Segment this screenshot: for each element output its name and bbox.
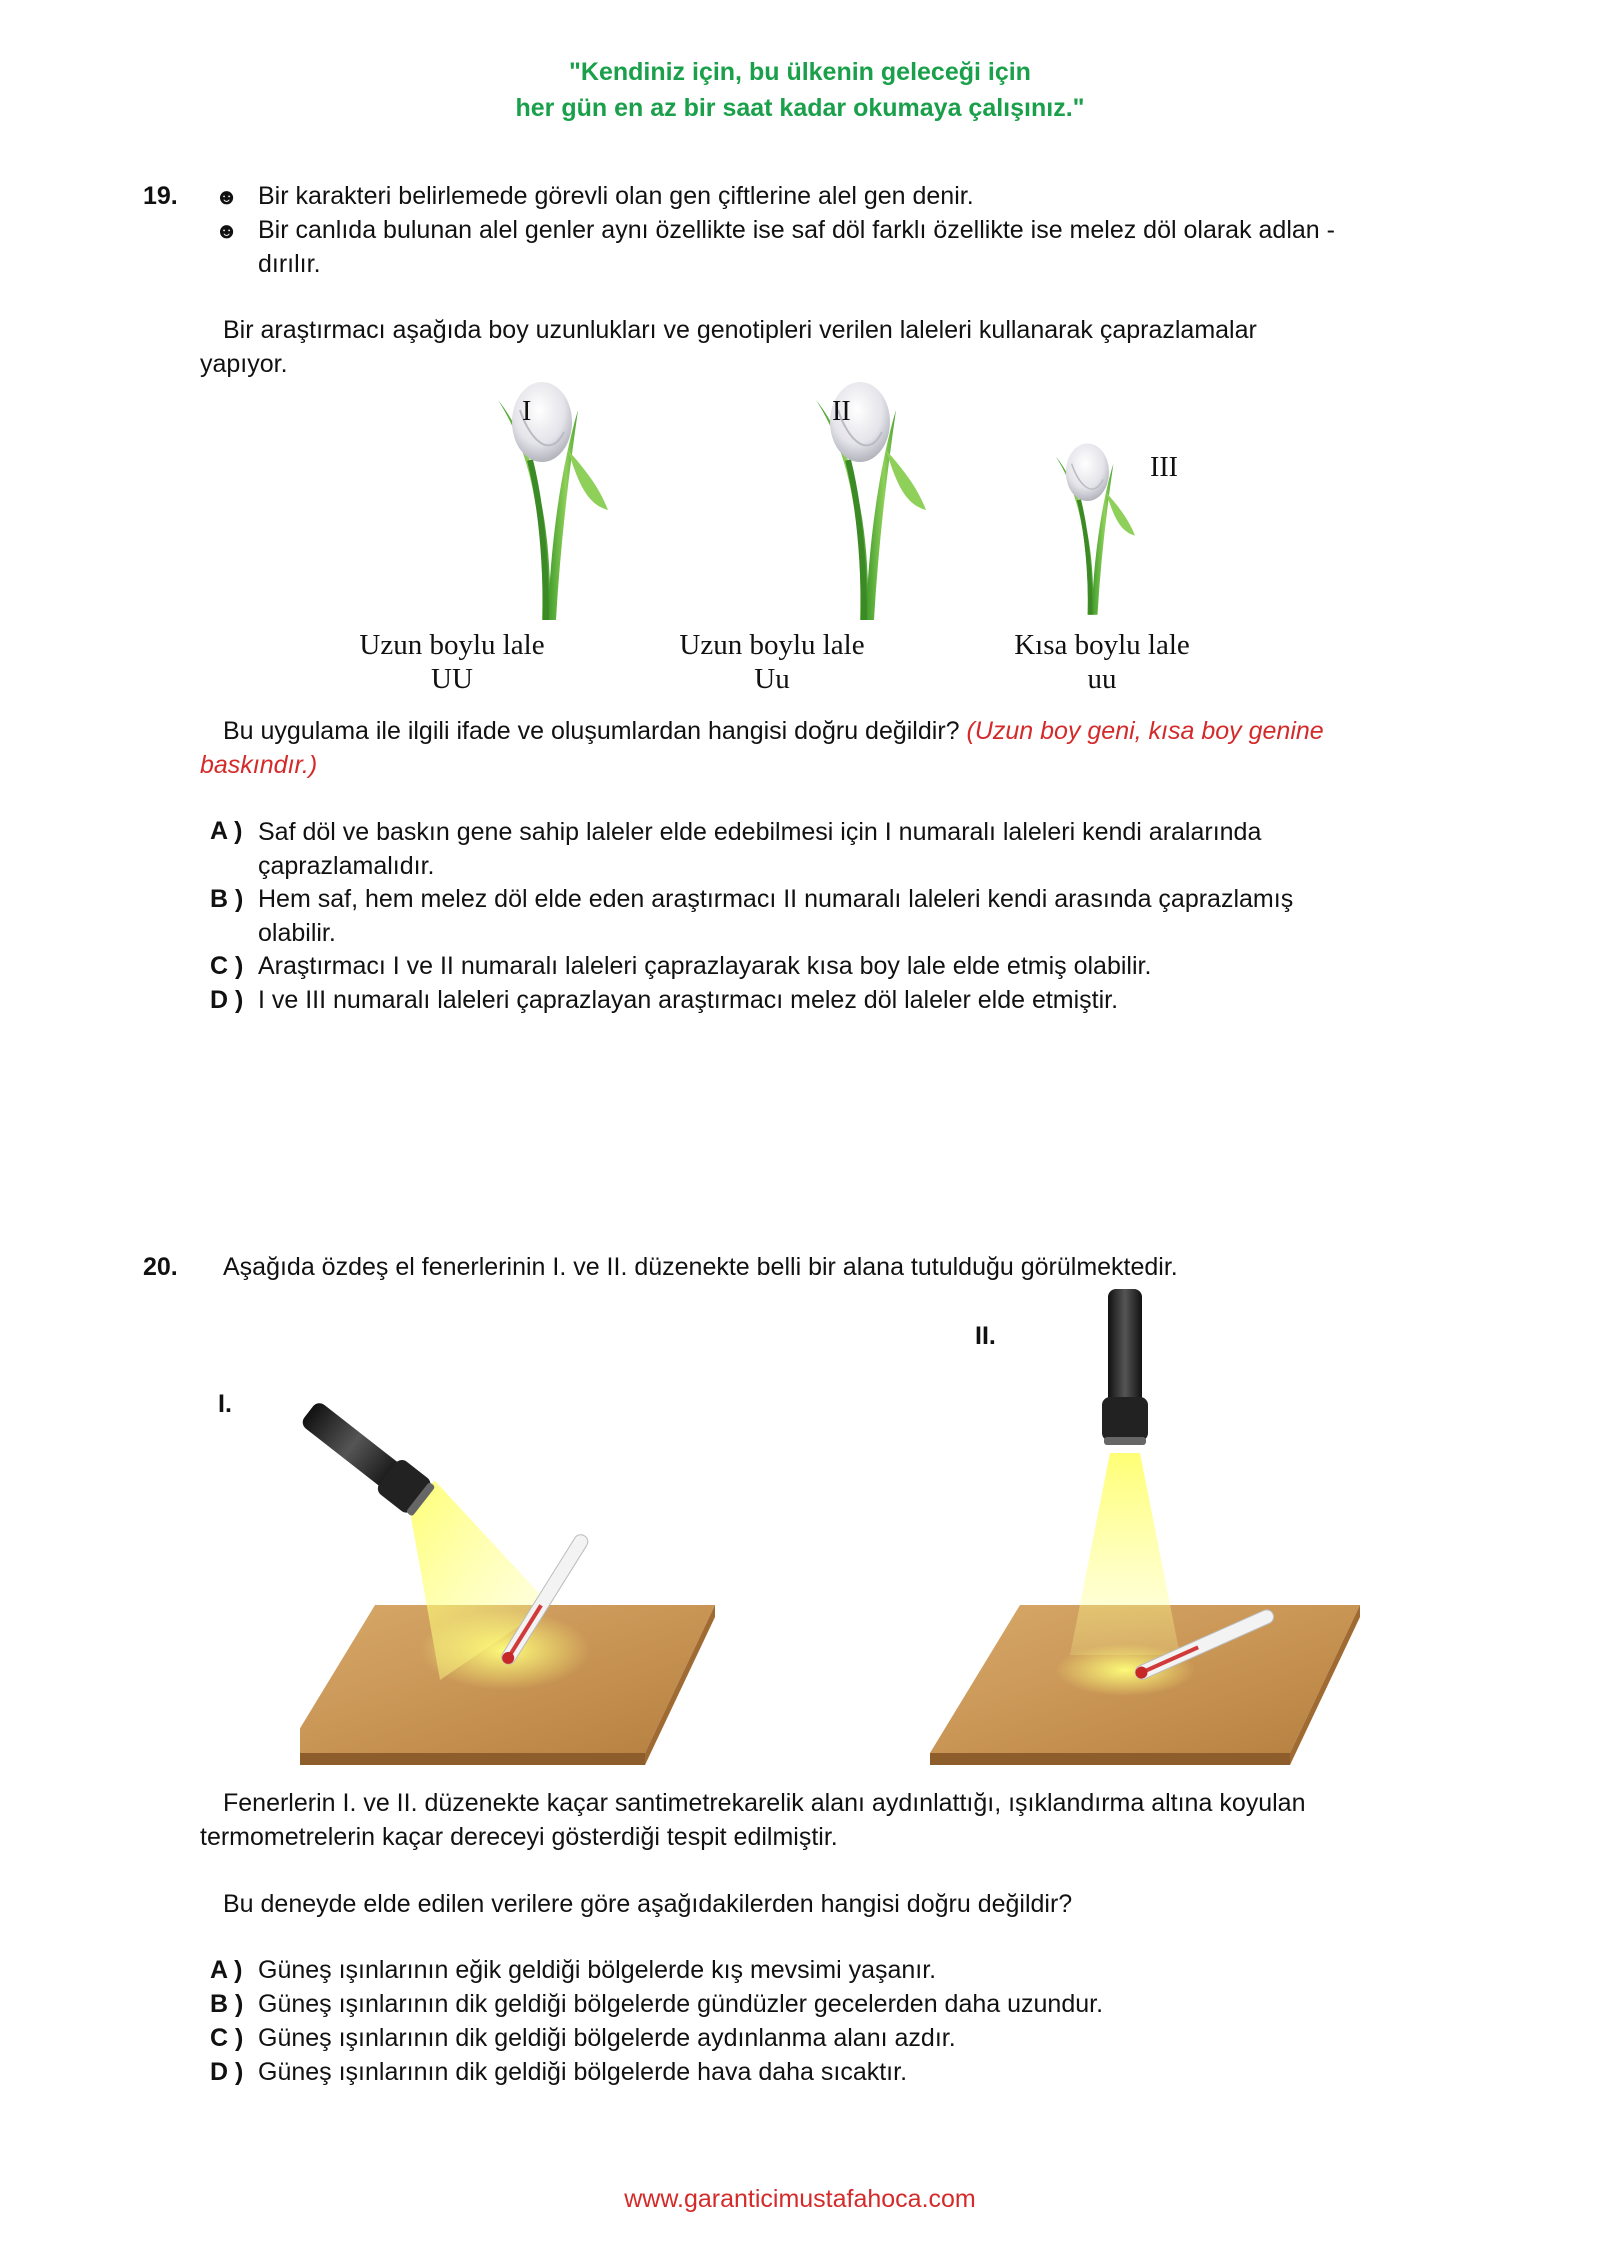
q19-option-a-cont[interactable]: çaprazlamalıdır. — [258, 852, 435, 880]
q20-option-a-letter[interactable]: A ) — [210, 1956, 243, 1984]
tulip-1 — [498, 382, 608, 620]
tulip-3 — [1056, 443, 1135, 614]
q19-option-d-letter[interactable]: D ) — [210, 986, 244, 1014]
tulip-2-genotype: Uu — [754, 663, 790, 695]
q19-option-c[interactable]: Araştırmacı I ve II numaralı laleleri çaprazlayarak kısa boy lale elde etmiş olabilir. — [258, 952, 1152, 980]
tulip-illustration — [370, 380, 1210, 630]
q20-intro: Aşağıda özdeş el fenerlerinin I. ve II. düzenekte belli bir alana tutulduğu görülmektedir. — [223, 1253, 1178, 1281]
flashlight-illustration — [300, 1285, 1380, 1765]
q19-question: Bu uygulama ile ilgili ifade ve oluşumlardan hangisi doğru değildir? (Uzun boy geni, kısa boy genine — [223, 717, 1324, 745]
q19-hint: (Uzun boy geni, kısa boy genine — [966, 717, 1324, 745]
q19-option-a-letter[interactable]: A ) — [210, 817, 243, 845]
motto-line-2: her gün en az bir saat kadar okumaya çalışınız." — [515, 94, 1085, 122]
q20-option-b-letter[interactable]: B ) — [210, 1990, 244, 2018]
q20-option-a[interactable]: Güneş ışınlarının eğik geldiği bölgelerde kış mevsimi yaşanır. — [258, 1956, 937, 1984]
q20-option-c[interactable]: Güneş ışınlarının dik geldiği bölgelerde aydınlanma alanı azdır. — [258, 2024, 956, 2052]
q20-body-line-1: Fenerlerin I. ve II. düzenekte kaçar santimetrekarelik alanı aydınlattığı, ışıklandırma altına koyulan — [223, 1789, 1306, 1817]
q19-bullet-2-cont: dırılır. — [258, 250, 321, 278]
q20-body-line-2: termometrelerin kaçar dereceyi gösterdiği tespit edilmiştir. — [200, 1823, 838, 1851]
q20-question: Bu deneyde elde edilen verilere göre aşağıdakilerden hangisi doğru değildir? — [223, 1890, 1073, 1918]
q19-option-a[interactable]: Saf döl ve baskın gene sahip laleler elde edebilmesi için I numaralı laleleri kendi aralarında — [258, 818, 1262, 846]
q19-option-b[interactable]: Hem saf, hem melez döl elde eden araştırmacı II numaralı laleleri kendi arasında çaprazlamış — [258, 885, 1294, 913]
q19-option-c-letter[interactable]: C ) — [210, 952, 244, 980]
q19-option-d[interactable]: I ve III numaralı laleleri çaprazlayan araştırmacı melez döl laleler elde etmiştir. — [258, 986, 1119, 1014]
tulip-2-label: Uzun boylu lale — [679, 629, 865, 661]
setup-2-flashlight — [1102, 1289, 1148, 1445]
motto-line-1: "Kendiniz için, bu ülkenin geleceği için — [569, 58, 1031, 86]
tulip-3-label: Kısa boylu lale — [1014, 629, 1190, 661]
smiley-bullet-icon: ☻ — [215, 218, 239, 243]
tulip-1-genotype: UU — [431, 663, 473, 695]
tulip-3-roman: III — [1150, 452, 1178, 483]
smiley-bullet-icon: ☻ — [215, 184, 239, 209]
q19-option-b-letter[interactable]: B ) — [210, 885, 244, 913]
q19-intro-line-2: yapıyor. — [200, 350, 288, 378]
q19-intro-line-1: Bir araştırmacı aşağıda boy uzunlukları ve genotipleri verilen laleleri kullanarak çaprazlamalar — [223, 316, 1257, 344]
q19-bullet-1: Bir karakteri belirlemede görevli olan gen çiftlerine alel gen denir. — [258, 182, 974, 210]
tulip-1-roman: I — [522, 396, 532, 427]
setup-1-flashlight — [300, 1395, 437, 1518]
q20-option-b[interactable]: Güneş ışınlarının dik geldiği bölgelerde gündüzler gecelerden daha uzundur. — [258, 1990, 1104, 2018]
q20-option-d[interactable]: Güneş ışınlarının dik geldiği bölgelerde hava daha sıcaktır. — [258, 2058, 908, 2086]
q19-option-b-cont[interactable]: olabilir. — [258, 919, 336, 947]
q19-hint-cont: baskındır.) — [200, 751, 318, 779]
tulip-1-label: Uzun boylu lale — [359, 629, 545, 661]
setup-1-label: I. — [218, 1390, 232, 1418]
q20-option-c-letter[interactable]: C ) — [210, 2024, 244, 2052]
tulip-3-genotype: uu — [1087, 663, 1117, 695]
setup-2-label: II. — [975, 1322, 996, 1350]
question-20-number: 20. — [143, 1253, 178, 1281]
q20-option-d-letter[interactable]: D ) — [210, 2058, 244, 2086]
footer-link[interactable]: www.garanticimustafahoca.com — [624, 2185, 976, 2213]
setup-2-light-beam — [1070, 1453, 1180, 1655]
question-19-number: 19. — [143, 182, 178, 210]
tulip-2-roman: II — [832, 396, 851, 427]
q19-bullet-2: Bir canlıda bulunan alel genler aynı özellikte ise saf döl farklı özellikte ise melez döl olarak adlan - — [258, 216, 1335, 244]
